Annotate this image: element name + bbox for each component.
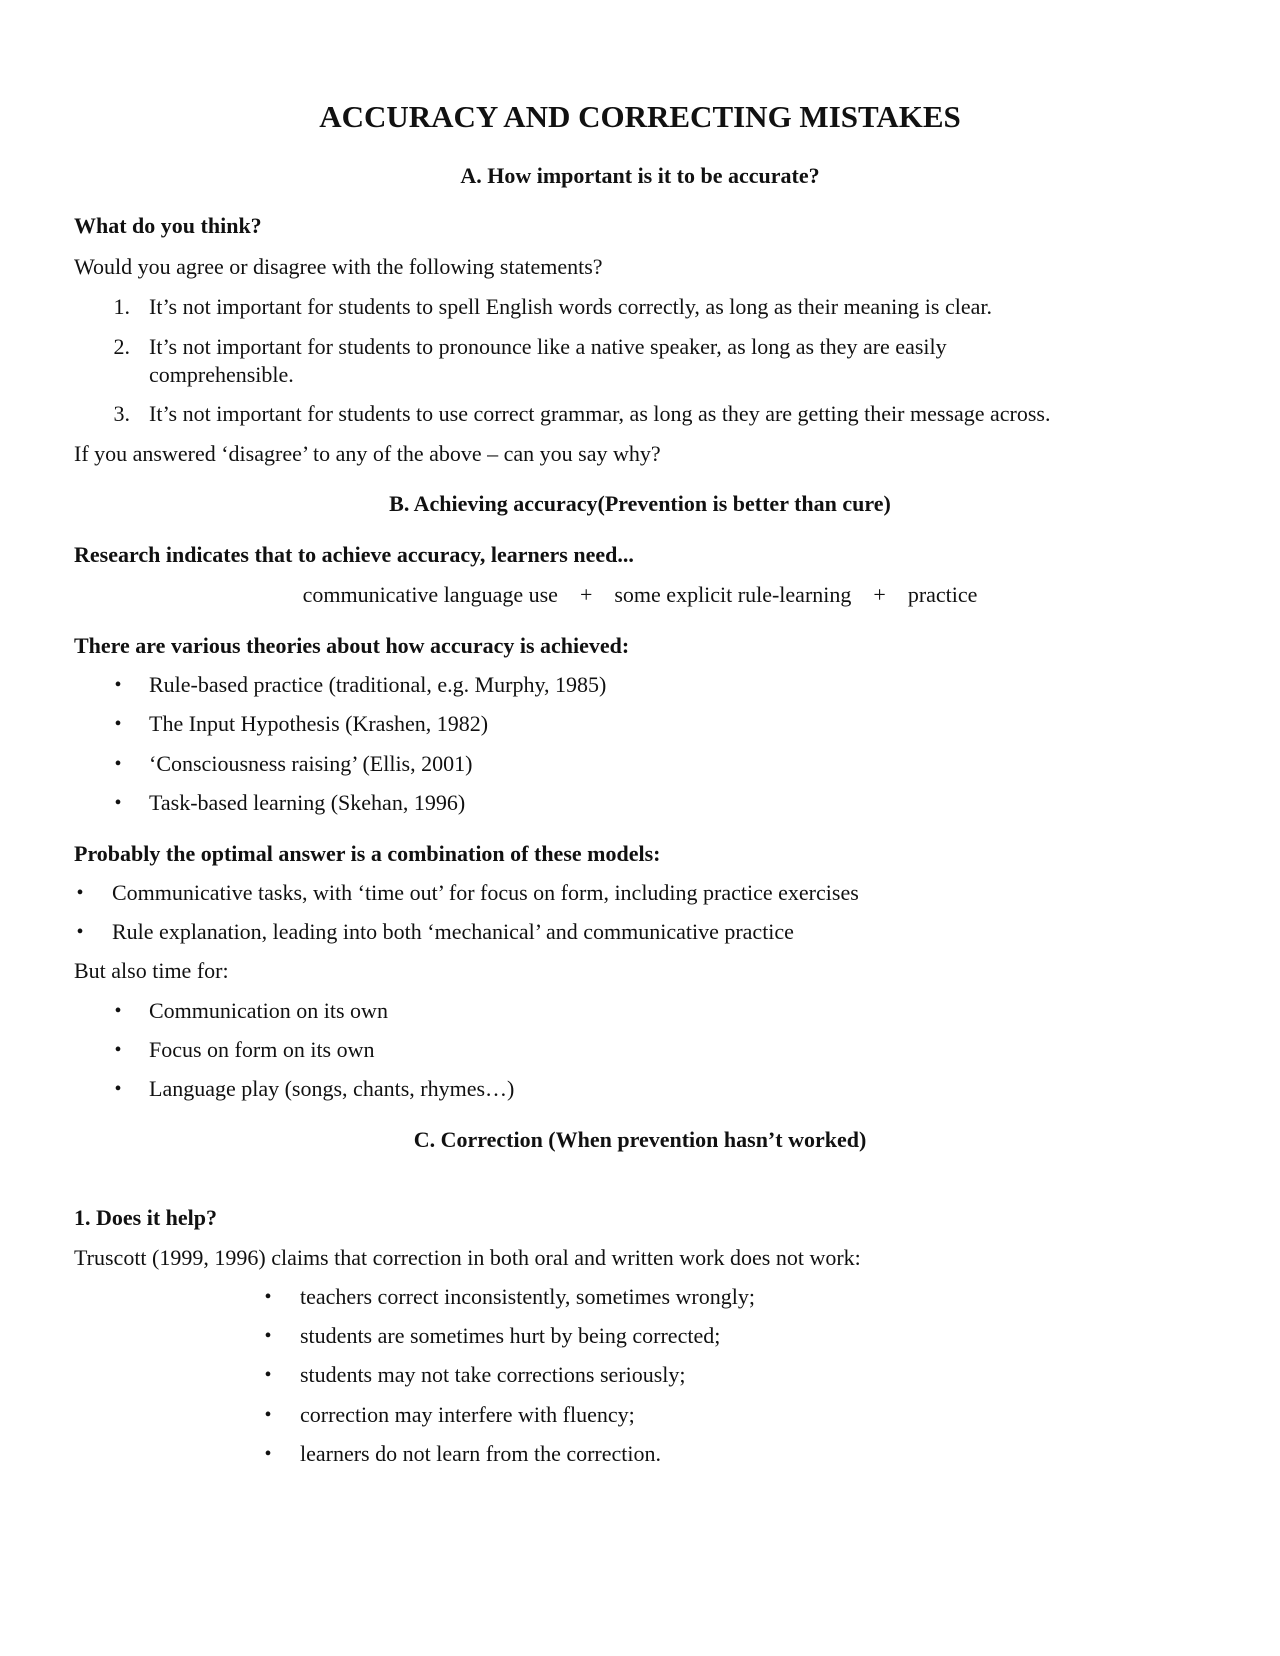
bullet-icon: •: [114, 1000, 122, 1022]
bullet-icon: •: [264, 1286, 272, 1308]
plus-sign: +: [873, 582, 886, 607]
list-text: Rule-based practice (traditional, e.g. Murphy, 1985): [149, 672, 607, 697]
page-title: ACCURACY AND CORRECTING MISTAKES: [319, 99, 961, 134]
list-number: 1.: [113, 294, 130, 319]
bullet-icon: •: [114, 713, 122, 735]
list-number: 3.: [113, 401, 130, 426]
bullet-icon: •: [114, 792, 122, 814]
list-text: students are sometimes hurt by being corrected;: [300, 1323, 721, 1348]
list-text: Communication on its own: [149, 998, 388, 1023]
list-text-continued: comprehensible.: [149, 362, 294, 387]
formula-part-practice: practice: [907, 582, 978, 607]
bullet-icon: •: [114, 1039, 122, 1061]
section-a-heading: A. How important is it to be accurate?: [460, 163, 820, 188]
accuracy-formula: [0, 581, 1280, 609]
truscott-claim: Truscott (1999, 1996) claims that correction in both oral and written work does not work:: [74, 1245, 861, 1270]
bullet-icon: •: [114, 753, 122, 775]
list-text: Task-based learning (Skehan, 1996): [149, 790, 466, 815]
list-text: teachers correct inconsistently, sometimes wrongly;: [300, 1284, 755, 1309]
section-a-subheading: What do you think?: [74, 213, 262, 238]
list-text: students may not take corrections seriously;: [300, 1362, 686, 1387]
bullet-icon: •: [114, 674, 122, 696]
section-b-heading: B. Achieving accuracy(Prevention is better than cure): [389, 491, 891, 516]
section-a-prompt: Would you agree or disagree with the following statements?: [74, 254, 603, 279]
list-text: ‘Consciousness raising’ (Ellis, 2001): [149, 751, 473, 776]
bullet-icon: •: [264, 1404, 272, 1426]
list-text: It’s not important for students to spell English words correctly, as long as their meaning is clear.: [149, 294, 992, 319]
bullet-icon: •: [76, 921, 84, 943]
research-heading: Research indicates that to achieve accuracy, learners need...: [74, 542, 634, 567]
bullet-icon: •: [264, 1443, 272, 1465]
list-text: correction may interfere with fluency;: [300, 1402, 635, 1427]
list-number: 2.: [113, 334, 130, 359]
bullet-icon: •: [114, 1078, 122, 1100]
list-text: Language play (songs, chants, rhymes…): [149, 1076, 515, 1101]
also-time-text: But also time for:: [74, 958, 229, 983]
formula-part-communicative: communicative language use: [302, 582, 558, 607]
list-text: The Input Hypothesis (Krashen, 1982): [149, 711, 489, 736]
theories-heading: There are various theories about how accuracy is achieved:: [74, 633, 630, 658]
list-text: Communicative tasks, with ‘time out’ for focus on form, including practice exercises: [112, 880, 859, 905]
bullet-icon: •: [264, 1325, 272, 1347]
list-text: Rule explanation, leading into both ‘mechanical’ and communicative practice: [112, 919, 794, 944]
optimal-heading: Probably the optimal answer is a combination of these models:: [74, 841, 661, 866]
formula-part-rule-learning: some explicit rule-learning: [614, 582, 852, 607]
bullet-icon: •: [264, 1364, 272, 1386]
list-text: Focus on form on its own: [149, 1037, 375, 1062]
list-text: It’s not important for students to use correct grammar, as long as they are getting their message across.: [149, 401, 1051, 426]
list-text: It’s not important for students to pronounce like a native speaker, as long as they are easily: [149, 334, 947, 359]
plus-sign: +: [579, 582, 593, 607]
bullet-icon: •: [76, 882, 84, 904]
section-c-heading: C. Correction (When prevention hasn’t worked): [413, 1127, 867, 1152]
does-it-help-heading: 1. Does it help?: [74, 1205, 217, 1230]
list-text: learners do not learn from the correction.: [300, 1441, 662, 1466]
section-a-followup: If you answered ‘disagree’ to any of the above – can you say why?: [74, 441, 661, 466]
